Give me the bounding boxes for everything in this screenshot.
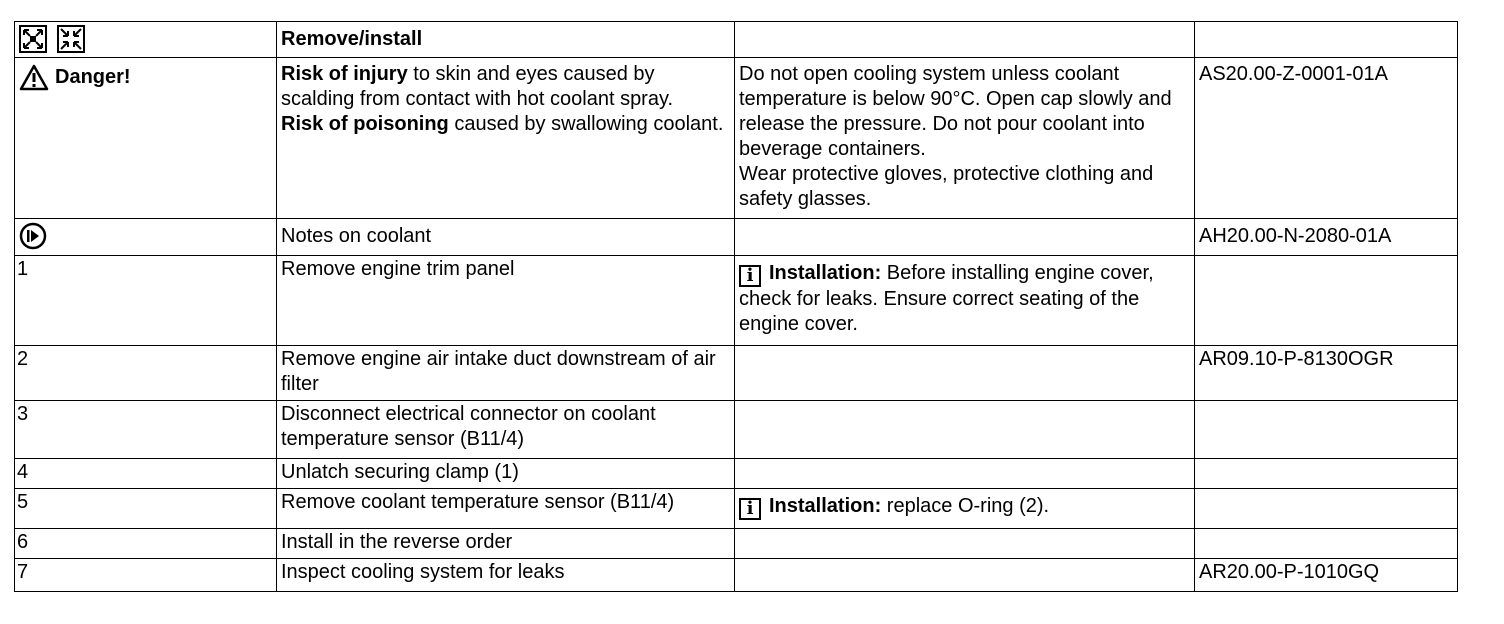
- risk-poisoning-text: caused by swallowing coolant.: [448, 113, 724, 135]
- step-number: 4: [15, 459, 277, 489]
- step-ref: [1195, 256, 1458, 346]
- danger-measures-cell: [735, 58, 1195, 219]
- info-icon: i: [739, 498, 761, 520]
- step-ref: [1195, 529, 1458, 559]
- step-number: 3: [15, 401, 277, 459]
- info-label: Installation:: [769, 262, 882, 284]
- measures-text: Do not open cooling system unless coolant temperature is below 90°C. Open cap slowly and release the pressure. Do not pour coolant into beverage containers.: [739, 63, 1172, 160]
- step-info-cell: [735, 346, 1195, 401]
- step-ref-link[interactable]: AR20.00-P-1010GQ: [1195, 559, 1458, 592]
- step-info-cell: [735, 489, 1195, 529]
- info-label: Installation:: [769, 495, 882, 517]
- table-row: [15, 346, 1458, 401]
- view-icons-cell: [15, 22, 277, 58]
- header-label: Remove/install: [277, 22, 735, 58]
- danger-cell: [15, 58, 277, 219]
- note-empty-cell: [735, 219, 1195, 256]
- table-row: [15, 559, 1458, 592]
- table-row: [15, 401, 1458, 459]
- warning-triangle-icon: [19, 64, 49, 91]
- danger-row: [15, 58, 1458, 219]
- step-info-cell: [735, 401, 1195, 459]
- step-info-cell: [735, 256, 1195, 346]
- danger-label: Danger!: [55, 65, 131, 88]
- note-icon-cell: [15, 219, 277, 256]
- note-circle-icon: [19, 222, 47, 250]
- header-row: [15, 22, 1458, 58]
- header-empty-cell: [735, 22, 1195, 58]
- step-ref: [1195, 459, 1458, 489]
- risk-poisoning-label: Risk of poisoning: [281, 113, 449, 135]
- table-row: [15, 459, 1458, 489]
- procedure-table: [14, 21, 1458, 592]
- expand-view-icon[interactable]: [19, 25, 47, 53]
- step-number: 1: [15, 256, 277, 346]
- danger-risk-cell: [277, 58, 735, 219]
- header-empty-cell: [1195, 22, 1458, 58]
- info-text: replace O-ring (2).: [881, 495, 1050, 517]
- step-text: Disconnect electrical connector on coolant temperature sensor (B11/4): [277, 401, 735, 459]
- step-text: Inspect cooling system for leaks: [277, 559, 735, 592]
- note-row: [15, 219, 1458, 256]
- step-text: Unlatch securing clamp (1): [277, 459, 735, 489]
- step-ref-link[interactable]: AR09.10-P-8130OGR: [1195, 346, 1458, 401]
- danger-ref-link[interactable]: AS20.00-Z-0001-01A: [1195, 58, 1458, 219]
- note-ref-link[interactable]: AH20.00-N-2080-01A: [1195, 219, 1458, 256]
- step-info-cell: [735, 459, 1195, 489]
- risk-injury-text: to skin and eyes caused by scalding from contact with hot coolant spray.: [281, 63, 674, 110]
- table-row: [15, 489, 1458, 529]
- measures-protective: Wear protective gloves, protective clothing and safety glasses.: [739, 163, 1154, 210]
- note-text: Notes on coolant: [277, 219, 735, 256]
- step-text: Remove engine trim panel: [277, 256, 735, 346]
- table-row: [15, 256, 1458, 346]
- step-number: 2: [15, 346, 277, 401]
- step-number: 7: [15, 559, 277, 592]
- step-number: 6: [15, 529, 277, 559]
- step-info-cell: [735, 559, 1195, 592]
- step-ref: [1195, 489, 1458, 529]
- table-row: [15, 529, 1458, 559]
- step-text: Install in the reverse order: [277, 529, 735, 559]
- step-info-cell: [735, 529, 1195, 559]
- info-icon: i: [739, 265, 761, 287]
- step-ref: [1195, 401, 1458, 459]
- risk-injury-label: Risk of injury: [281, 63, 408, 85]
- info-text: Before installing engine cover, check for leaks. Ensure correct seating of the engine cover.: [739, 262, 1154, 335]
- step-text: Remove engine air intake duct downstream of air filter: [277, 346, 735, 401]
- collapse-view-icon[interactable]: [57, 25, 85, 53]
- step-number: 5: [15, 489, 277, 529]
- step-text: Remove coolant temperature sensor (B11/4): [277, 489, 735, 529]
